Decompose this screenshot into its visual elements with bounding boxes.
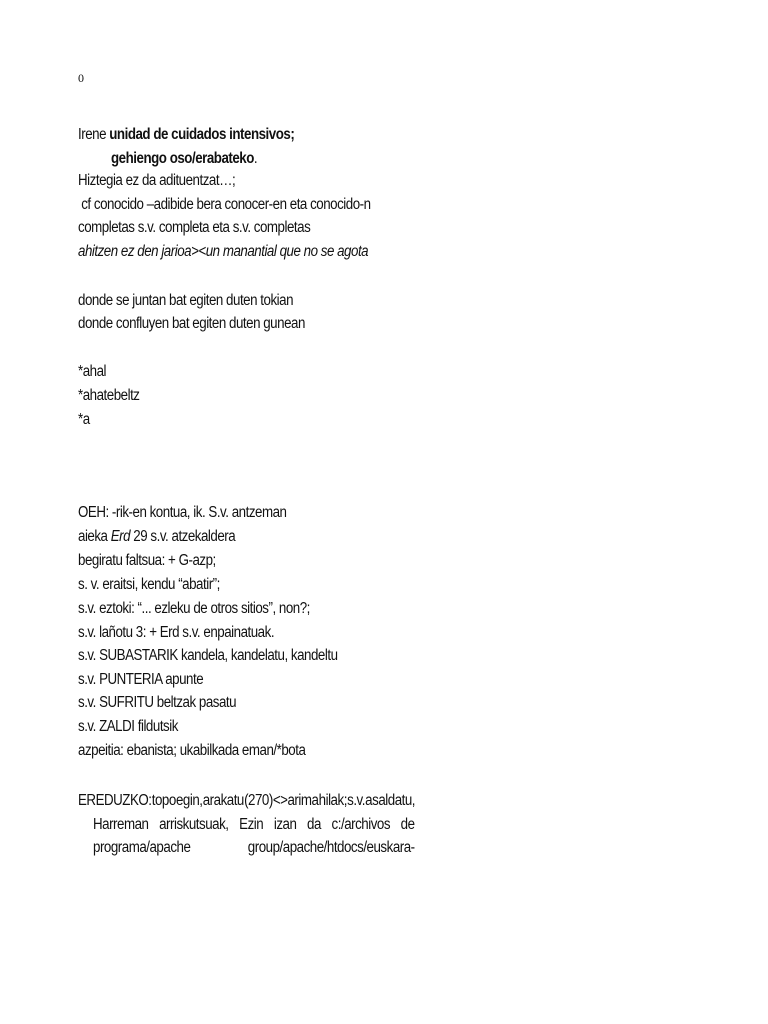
ereduzko-word: Ezin xyxy=(239,816,264,833)
ereduzko-word: (270)<>arima xyxy=(244,792,319,809)
page-number: 0 xyxy=(78,71,84,85)
gehiengo-bold-term: gehiengo oso/erabateko xyxy=(111,150,254,167)
donde-juntan-line: donde se juntan bat egiten duten tokian xyxy=(78,292,294,309)
gehiengo-line xyxy=(111,148,257,170)
ereduzko-word: s.v. xyxy=(347,792,365,809)
ahatebeltz-line: *ahatebeltz xyxy=(78,387,140,404)
irene-bold-term: unidad de cuidados intensivos; xyxy=(109,126,295,143)
completas-line: completas s.v. completa eta s.v. completas xyxy=(78,219,311,236)
ereduzko-word: c:/archivos xyxy=(331,816,391,833)
subastarik-line: s.v. SUBASTARIK kandela, kandelatu, kandeltu xyxy=(78,647,338,664)
punteria-line: s.v. PUNTERIA apunte xyxy=(78,671,204,688)
ereduzko-word: de xyxy=(400,816,415,833)
ereduzko-word: asaldatu, xyxy=(365,792,416,809)
cf-conocido-line: cf conocido –adibide bera conocer-en eta conocido-n xyxy=(78,196,371,213)
ereduzko-word: da xyxy=(307,816,321,833)
aieka-erd-italic: Erd xyxy=(110,528,131,545)
ereduzko-line-2 xyxy=(93,814,415,836)
aieka-line xyxy=(78,526,235,548)
irene-prefix: Irene xyxy=(78,126,110,143)
ereduzko-line-1 xyxy=(78,790,415,812)
ereduzko-word: arriskutsuak, xyxy=(159,816,229,833)
ereduzko-word: hilak; xyxy=(318,792,347,809)
gehiengo-period: . xyxy=(253,150,258,167)
ereduzko-word: topo xyxy=(151,792,176,809)
aieka-prefix: aieka xyxy=(78,528,111,545)
begiratu-line: begiratu faltsua: + G-azp; xyxy=(78,552,216,569)
eraitsi-line: s. v. eraitsi, kendu “abatir”; xyxy=(78,576,220,593)
ahitzen-line: ahitzen ez den jarioa><un manantial que no se agota xyxy=(78,243,369,260)
ereduzko-word: arakatu xyxy=(202,792,244,809)
ereduzko-word: group/apache/htdocs/euskara- xyxy=(247,839,415,856)
a-line: *a xyxy=(78,411,90,428)
lanotu-line: s.v. lañotu 3: + Erd s.v. enpainatuak. xyxy=(78,624,275,641)
ereduzko-word: izan xyxy=(273,816,297,833)
aieka-suffix: 29 s.v. atzekaldera xyxy=(130,528,236,545)
ereduzko-word: EREDUZKO: xyxy=(78,792,152,809)
sufritu-line: s.v. SUFRITU beltzak pasatu xyxy=(78,694,237,711)
ereduzko-line-3 xyxy=(93,837,415,859)
hiztegia-line: Hiztegia ez da adituentzat…; xyxy=(78,172,236,189)
ereduzko-word: programa/apache xyxy=(93,839,191,856)
donde-confluyen-line: donde confluyen bat egiten duten gunean xyxy=(78,315,305,332)
irene-line xyxy=(78,124,294,146)
ereduzko-word: egin, xyxy=(175,792,203,809)
azpeitia-line: azpeitia: ebanista; ukabilkada eman/*bota xyxy=(78,742,306,759)
oeh-line: OEH: -rik-en kontua, ik. S.v. antzeman xyxy=(78,504,287,521)
eztoki-line: s.v. eztoki: “... ezleku de otros sitios”, non?; xyxy=(78,600,310,617)
ahal-line: *ahal xyxy=(78,363,107,380)
zaldi-line: s.v. ZALDI fildutsik xyxy=(78,718,178,735)
ereduzko-word: Harreman xyxy=(93,816,149,833)
